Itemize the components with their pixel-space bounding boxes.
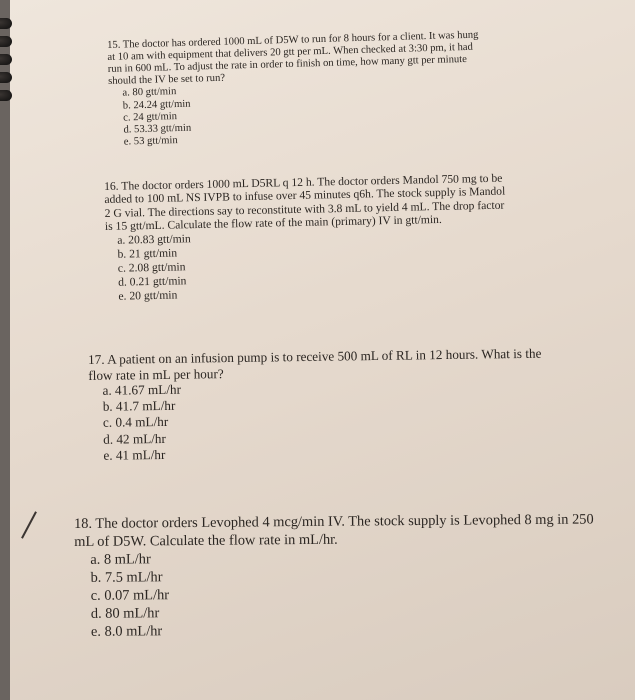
answer-options xyxy=(102,377,542,464)
answer-options xyxy=(90,547,594,641)
answer-option: d. 0.21 gtt/min xyxy=(118,274,187,289)
binder-ring xyxy=(0,36,12,47)
answer-option: c. 0.4 mL/hr xyxy=(102,414,169,431)
answer-option: a. 80 gtt/min xyxy=(122,86,177,99)
answer-option: c. 2.08 gtt/min xyxy=(117,260,186,275)
answer-option: b. 21 gtt/min xyxy=(117,246,178,261)
answer-options xyxy=(122,78,481,149)
question-text: 16. The doctor orders 1000 mL D5RL q 12 h. The doctor orders Mandol 750 mg to be added to 100 mL NS IVPB to infuse over 45 minutes q6h. The stock supply is Mandol 2 G vial. The directions say to reconstitute with 3.8 mL to yield 4 mL. The drop factor is 15 gtt/mL. Calculate the flow rate of the main (primary) IV in gtt/min. xyxy=(104,171,506,234)
binder-edge xyxy=(0,0,10,700)
answer-option: b. 41.7 mL/hr xyxy=(102,397,176,415)
binder-ring xyxy=(0,72,12,83)
binder-ring xyxy=(0,90,12,101)
answer-option: e. 53 gtt/min xyxy=(123,135,178,148)
answer-option: a. 20.83 gtt/min xyxy=(117,231,191,247)
question-15 xyxy=(107,30,481,150)
question-17 xyxy=(88,346,543,464)
question-18 xyxy=(74,511,595,641)
answer-option: b. 24.24 gtt/min xyxy=(122,98,191,112)
answer-option: e. 8.0 mL/hr xyxy=(90,623,163,641)
question-16 xyxy=(104,172,507,305)
answer-option: e. 41 mL/hr xyxy=(103,446,166,463)
binder-ring xyxy=(0,54,12,65)
binder-ring xyxy=(0,18,12,29)
answer-option: c. 24 gtt/min xyxy=(123,110,178,124)
answer-option: d. 53.33 gtt/min xyxy=(123,122,192,136)
answer-option: d. 80 mL/hr xyxy=(90,605,160,623)
pen-mark xyxy=(21,511,37,538)
answer-options xyxy=(117,225,507,304)
answer-option: d. 42 mL/hr xyxy=(103,430,166,447)
answer-option: c. 0.07 mL/hr xyxy=(90,587,170,605)
question-text: 17. A patient on an infusion pump is to receive 500 mL of RL in 12 hours. What is the flow rate in mL per hour? xyxy=(88,345,542,383)
answer-option: b. 7.5 mL/hr xyxy=(90,569,163,587)
answer-option: a. 8 mL/hr xyxy=(90,551,151,569)
question-text: 18. The doctor orders Levophed 4 mcg/min IV. The stock supply is Levophed 8 mg in 250 mL of D5W. Calculate the flow rate in mL/hr. xyxy=(74,511,594,550)
answer-option: a. 41.67 mL/hr xyxy=(102,381,182,398)
answer-option: e. 20 gtt/min xyxy=(118,288,178,304)
question-text: 15. The doctor has ordered 1000 mL of D5W to run for 8 hours for a client. It was hung at 10 am with equipment that delivers 20 gtt per mL. When checked at 3:30 pm, it had run in 600 mL. To adjust the rate in order to finish on time, how many gtt per minute should the IV be set to run? xyxy=(107,29,479,88)
